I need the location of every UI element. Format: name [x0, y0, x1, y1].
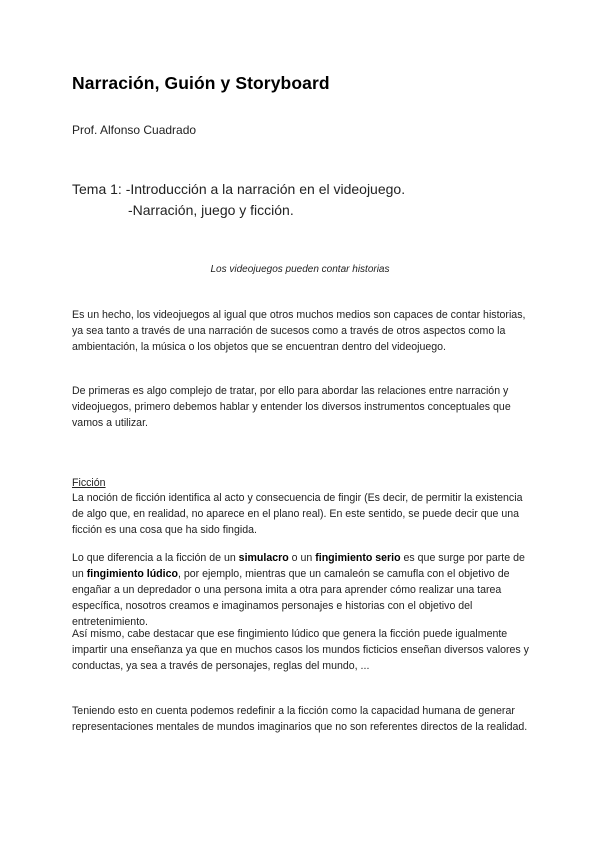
section-heading-ficcion: Ficción [72, 477, 106, 489]
topic-block [72, 179, 405, 221]
paragraph-fiction-difference [72, 550, 532, 630]
paragraph-approach: De primeras es algo complejo de tratar, por ello para abordar las relaciones entre narración y videojuegos, primero debemos hablar y entender los diversos instrumentos conceptuales que vamos a utilizar. [72, 385, 511, 429]
paragraph-fiction-teaching: Así mismo, cabe destacar que ese fingimiento lúdico que genera la ficción puede igualmente impartir una enseñanza ya que en muchos casos los mundos ficticios enseñan diversos valores y conductas, ya sea a través de personajes, reglas del mundo, ... [72, 628, 529, 672]
para4-text-4: , por ejemplo, mientras que un camaleón se camufla con el objetivo de engañar a un depredador o una persona imita a otra para aprender cómo realizar una tarea específica, nosotros creamos e imaginamos personajes e historias con el objetivo del entretenimiento. [72, 568, 510, 628]
para4-text-1: Lo que diferencia a la ficción de un [72, 552, 239, 564]
paragraph-intro: Es un hecho, los videojuegos al igual que otros muchos medios son capaces de contar historias, ya sea tanto a través de una narración de sucesos como a través de otros aspectos como la ambientación, la música o los objetos que se encuentran dentro del videojuego. [72, 309, 526, 353]
document-title: Narración, Guión y Storyboard [72, 73, 330, 93]
term-fingimiento-serio: fingimiento serio [315, 552, 401, 564]
para4-text-3: es que surge por parte de un [72, 552, 525, 580]
paragraph-fiction-definition: La noción de ficción identifica al acto y consecuencia de fingir (Es decir, de permitir la existencia de algo que, en realidad, no aparece en el plano real). En este sentido, se puede decir que una ficción es una cosa que ha sido fingida. [72, 492, 523, 536]
author-line: Prof. Alfonso Cuadrado [72, 123, 197, 137]
paragraph-fiction-redefinition: Teniendo esto en cuenta podemos redefinir a la ficción como la capacidad humana de generar representaciones mentales de mundos imaginarios que no son referentes directos de la realidad. [72, 705, 528, 733]
topic-line-1: Tema 1: -Introducción a la narración en el videojuego. [72, 181, 406, 197]
term-fingimiento-ludico: fingimiento lúdico [86, 568, 178, 580]
para4-text-2: o un [288, 552, 316, 564]
section-subtitle: Los videojuegos pueden contar historias [210, 264, 390, 275]
term-simulacro: simulacro [238, 552, 289, 564]
topic-line-2: -Narración, juego y ficción. [128, 202, 294, 218]
